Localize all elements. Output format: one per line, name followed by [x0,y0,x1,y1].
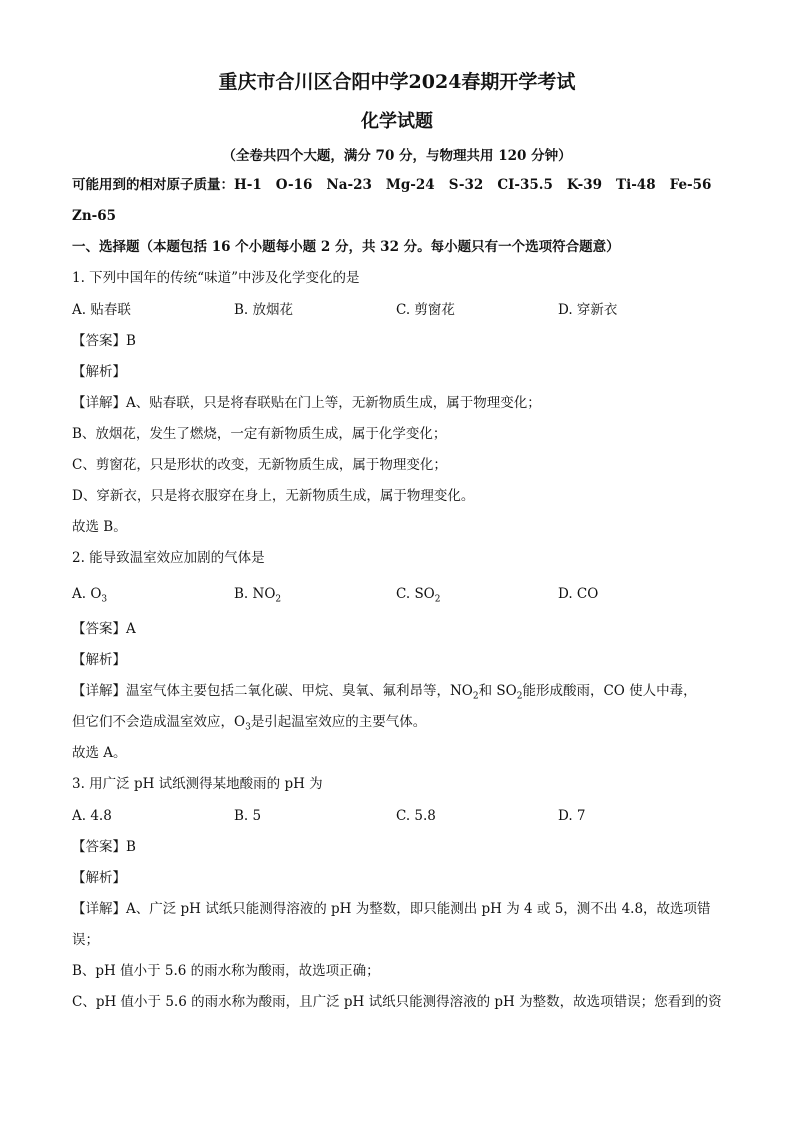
exam-page [72,62,722,1018]
question-1-conclusion: 故选 B。 [72,519,127,535]
option-c-subscript: 2 [434,594,441,605]
atomic-masses-label: 可能用到的相对原子质量： [72,177,234,193]
option-c-formula: SO [414,586,435,602]
question-1-detail: 【详解】A、贴春联，只是将春联贴在门上等，无新物质生成，属于物理变化； [72,395,541,411]
atomic-mass-item: Fe-56 [669,177,712,193]
question-2-detail [72,707,722,738]
atomic-masses-line [72,170,722,201]
option-c-prefix: C. [396,586,415,602]
detail-subscript: 2 [516,691,523,702]
exam-title: 重庆市合川区合阳中学2024春期开学考试 [218,71,576,93]
question-3-detail: C、pH 值小于 5.6 的雨水称为酸雨，且广泛 pH 试纸只能测得溶液的 pH 为整数，故选项错误；您看到的资 [72,994,722,1010]
question-2-detail [72,676,722,707]
question-2-answer: 【答案】A [72,621,136,637]
question-1-analysis: 【解析】 [72,364,126,380]
option-b: B. 5 [234,808,262,824]
option-d: D. 7 [558,808,586,824]
exam-note: （全卷共四个大题，满分 70 分，与物理共用 120 分钟） [222,148,572,164]
option-a-subscript: 3 [101,594,108,605]
detail-text: 能形成酸雨，CO 使人中毒， [522,683,697,699]
option-d: D. 穿新衣 [558,302,618,318]
detail-subscript: 3 [245,722,251,733]
option-a-prefix: A. [72,586,91,602]
option-b-prefix: B. [234,586,253,602]
question-3-detail: B、pH 值小于 5.6 的雨水称为酸雨，故选项正确； [72,963,380,979]
option-a: A. 4.8 [72,808,112,824]
atomic-mass-item: K-39 [566,177,603,193]
option-d: D. CO [558,586,599,602]
question-1-answer: 【答案】B [72,333,136,349]
question-3-detail: 【详解】A、广泛 pH 试纸只能测得溶液的 pH 为整数，即只能测出 pH 为 4 或 5，测不出 4.8，故选项错 [72,901,711,917]
option-a [72,574,234,614]
question-3-answer: 【答案】B [72,839,136,855]
question-3-stem: 3. 用广泛 pH 试纸测得某地酸雨的 pH 为 [72,776,323,792]
atomic-mass-item: Mg-24 [385,177,435,193]
question-1-detail: D、穿新衣，只是将衣服穿在身上，无新物质生成，属于物理变化。 [72,488,475,504]
atomic-mass-item: Na-23 [326,177,372,193]
detail-text: 和 SO [478,683,517,699]
detail-subscript: 2 [472,691,479,702]
option-b-formula: NO [252,586,276,602]
atomic-mass-item: O-16 [275,177,313,193]
question-1-detail: B、放烟花，发生了燃烧，一定有新物质生成，属于化学变化； [72,426,447,442]
option-b-subscript: 2 [275,594,282,605]
atomic-mass-item: H-1 [234,177,262,193]
question-3-options [72,800,722,832]
option-c [396,574,558,614]
option-c: C. 5.8 [396,808,436,824]
atomic-mass-item: CI-35.5 [497,177,553,193]
option-c: C. 剪窗花 [396,302,455,318]
question-1-stem: 1. 下列中国年的传统“味道”中涉及化学变化的是 [72,270,360,286]
option-b [234,574,396,614]
section-heading: 一、选择题（本题包括 16 个小题每小题 2 分，共 32 分。每小题只有一个选项符合题意） [72,239,620,255]
detail-text: 【详解】温室气体主要包括二氧化碳、甲烷、臭氧、氟利昂等，NO [72,683,473,699]
question-1-options [72,294,722,326]
question-3-analysis: 【解析】 [72,870,126,886]
atomic-mass-overflow: Zn-65 [72,208,117,224]
detail-text: 是引起温室效应的主要气体。 [250,714,427,730]
atomic-mass-item: S-32 [448,177,484,193]
question-2-analysis: 【解析】 [72,652,126,668]
question-2-options [72,574,722,614]
detail-text: 但它们不会造成温室效应，O [72,714,246,730]
option-b: B. 放烟花 [234,302,294,318]
question-3-detail: 误； [72,932,99,948]
option-a: A. 贴春联 [72,302,131,318]
atomic-mass-item: Ti-48 [616,177,656,193]
question-2-stem: 2. 能导致温室效应加剧的气体是 [72,550,265,566]
question-1-detail: C、剪窗花，只是形状的改变，无新物质生成，属于物理变化； [72,457,447,473]
exam-subtitle: 化学试题 [361,111,433,132]
option-a-formula: O [90,586,102,602]
question-2-conclusion: 故选 A。 [72,745,127,761]
